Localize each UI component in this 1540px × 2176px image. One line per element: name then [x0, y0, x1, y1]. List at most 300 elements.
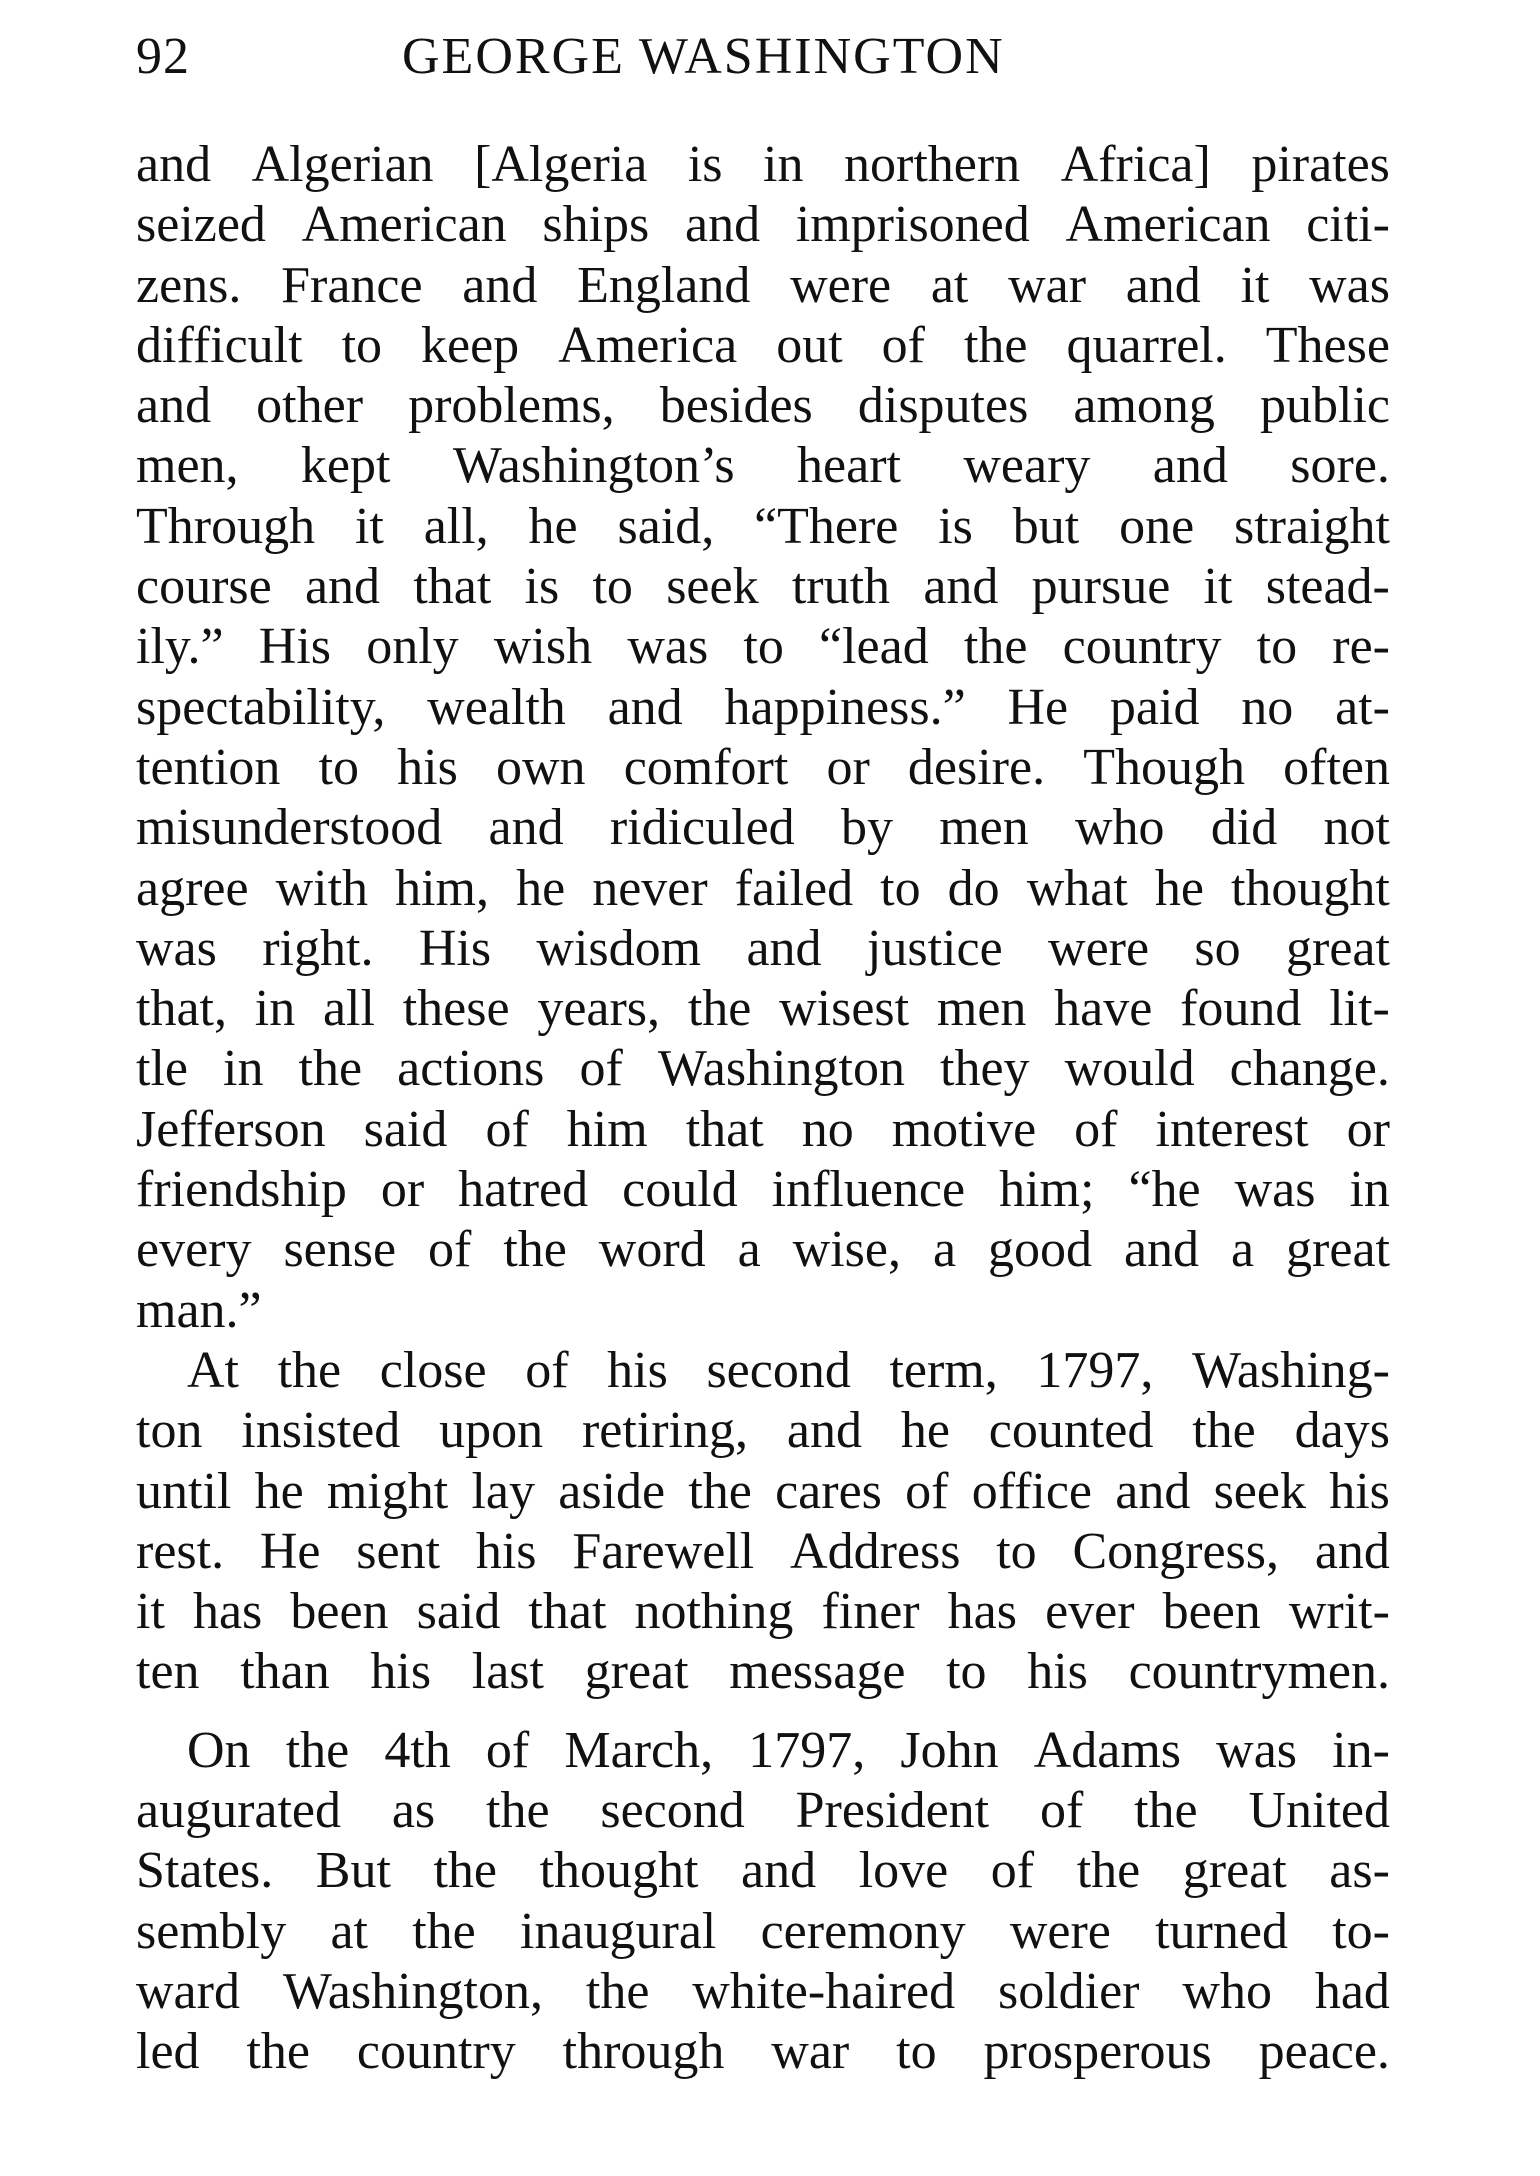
page-number: 92	[136, 28, 190, 85]
word: counted	[988, 1402, 1154, 1460]
word: Though	[1083, 738, 1245, 796]
word: might	[326, 1462, 449, 1520]
word: as	[391, 1782, 436, 1840]
text-line	[136, 738, 1390, 798]
word: and	[923, 558, 999, 616]
word: ships	[542, 196, 650, 254]
word: good	[988, 1221, 1092, 1279]
word: never	[592, 859, 708, 917]
word: influence	[771, 1161, 966, 1219]
word: Washington’s	[452, 437, 735, 495]
word: he	[900, 1402, 950, 1460]
running-title: GEORGE WASHINGTON	[402, 28, 1005, 85]
word: truth	[791, 558, 891, 616]
word: men,	[136, 437, 239, 495]
word: upon	[439, 1402, 544, 1460]
word: but	[1012, 497, 1080, 555]
word: great	[584, 1643, 689, 1701]
word: he	[1154, 859, 1204, 917]
word: Algerian	[251, 136, 434, 193]
word: quarrel.	[1066, 316, 1227, 374]
word: to	[996, 1522, 1037, 1580]
word: keep	[421, 316, 520, 374]
word: has	[192, 1583, 263, 1641]
word: it	[1203, 558, 1233, 616]
word: every	[136, 1221, 252, 1279]
word: been	[1162, 1583, 1261, 1641]
word: seek	[1213, 1462, 1306, 1520]
word: soldier	[997, 1962, 1140, 2020]
word: last	[471, 1643, 544, 1701]
word: prosperous	[983, 2023, 1212, 2081]
word: ceremony	[760, 1902, 966, 1960]
text-line	[136, 1341, 1390, 1401]
word: through	[562, 2023, 725, 2081]
word: who	[1182, 1962, 1272, 2020]
page-header	[136, 22, 1396, 92]
text-line	[136, 1039, 1390, 1099]
word: had	[1314, 1962, 1390, 2020]
text-line	[136, 617, 1390, 677]
word: tle	[136, 1040, 188, 1098]
text-line	[136, 1582, 1390, 1642]
word: all	[322, 980, 375, 1038]
word: great	[1286, 919, 1390, 977]
word: heart	[797, 437, 901, 495]
word: days	[1294, 1402, 1390, 1460]
text-line	[136, 1522, 1390, 1582]
word: “There	[754, 497, 899, 555]
word: is	[687, 136, 723, 193]
text-line	[136, 1401, 1390, 1461]
word: His	[418, 919, 492, 977]
word: that	[413, 558, 492, 616]
word: re-	[1332, 618, 1390, 676]
text-line	[136, 1902, 1390, 1962]
word: sense	[283, 1221, 397, 1279]
word: and	[462, 256, 538, 314]
text-line	[136, 1721, 1390, 1781]
word: out	[776, 316, 843, 374]
word: ten	[136, 1643, 200, 1701]
word: own	[495, 738, 586, 796]
text-line	[136, 798, 1390, 858]
word: stead-	[1265, 558, 1390, 616]
word: at	[330, 1902, 368, 1960]
word: in	[763, 136, 804, 193]
word: or	[380, 1161, 425, 1219]
text-line	[136, 1281, 1390, 1341]
word: northern	[844, 136, 1021, 193]
word: it	[354, 497, 384, 555]
word: Adams	[1033, 1721, 1182, 1779]
word: what	[1026, 859, 1128, 917]
text-line	[136, 1841, 1390, 1901]
word: to	[880, 859, 921, 917]
text-line	[136, 678, 1390, 738]
word: found	[1180, 980, 1302, 1038]
word: office	[971, 1462, 1092, 1520]
word: peace.	[1258, 2023, 1390, 2081]
word: motive	[891, 1100, 1037, 1158]
word: 4th	[384, 1721, 451, 1779]
text-line	[136, 256, 1390, 316]
word: love	[858, 1842, 949, 1900]
word: England	[577, 256, 751, 314]
word: he	[516, 859, 566, 917]
word: American	[301, 196, 507, 254]
word: weary	[963, 437, 1091, 495]
word: and	[1314, 1522, 1390, 1580]
word: the	[963, 316, 1028, 374]
word: to	[341, 316, 383, 374]
word: were	[790, 256, 892, 314]
text-line	[136, 1962, 1390, 2022]
word: insisted	[241, 1402, 401, 1460]
word: right.	[262, 919, 374, 977]
word: failed	[734, 859, 854, 917]
word: “he	[1128, 1161, 1201, 1219]
word: March,	[564, 1721, 714, 1779]
word: only	[366, 618, 459, 676]
text-line	[136, 1462, 1390, 1522]
word: was	[1234, 1161, 1316, 1219]
word: Washington	[657, 1040, 905, 1098]
text-line	[136, 2022, 1390, 2082]
word: Africa]	[1060, 136, 1211, 193]
word: He	[259, 1522, 321, 1580]
word: it	[136, 1583, 165, 1641]
word: happiness.”	[724, 678, 966, 736]
word: country	[356, 2023, 516, 2081]
text-line	[136, 376, 1390, 436]
word: no	[801, 1100, 854, 1158]
word: among	[1073, 377, 1215, 435]
word: to-	[1332, 1902, 1390, 1960]
word: or	[1346, 1100, 1390, 1158]
word: have	[1054, 980, 1153, 1038]
word: one	[1119, 497, 1195, 555]
word: President	[795, 1782, 990, 1840]
word: 1797,	[1036, 1341, 1154, 1399]
word: wealth	[427, 678, 566, 736]
word: thought	[539, 1842, 699, 1900]
word: they	[940, 1040, 1030, 1098]
word: lay	[471, 1462, 536, 1520]
word: kept	[300, 437, 391, 495]
word: desire.	[907, 738, 1046, 796]
word: his	[1329, 1462, 1390, 1520]
text-line	[136, 979, 1390, 1039]
word: a	[932, 1221, 957, 1279]
word: the	[585, 1962, 650, 2020]
word: not	[1323, 799, 1390, 857]
word: comfort	[623, 738, 789, 796]
word: to	[896, 2023, 937, 2081]
word: Washing-	[1191, 1341, 1390, 1399]
word: Washington,	[282, 1962, 543, 2020]
word: than	[240, 1643, 330, 1701]
word: On	[187, 1721, 251, 1779]
word: paid	[1109, 678, 1200, 736]
word: and	[1125, 256, 1201, 314]
word: to	[592, 558, 633, 616]
word: ever	[1045, 1583, 1135, 1641]
word: men	[936, 980, 1027, 1038]
word: imprisoned	[795, 196, 1030, 254]
word: cares	[775, 1462, 882, 1520]
word: United	[1248, 1782, 1390, 1840]
word: and	[136, 136, 212, 193]
word: at-	[1335, 678, 1390, 736]
word: his	[370, 1643, 432, 1701]
word: by	[840, 799, 893, 857]
word: nothing	[634, 1583, 794, 1641]
word: inaugural	[519, 1902, 717, 1960]
word: that	[685, 1100, 764, 1158]
paragraph	[136, 1721, 1390, 2083]
word: with	[275, 859, 369, 917]
text-line	[136, 135, 1390, 195]
word: was	[1309, 256, 1390, 314]
word: Address	[790, 1522, 961, 1580]
word: often	[1283, 738, 1390, 796]
word: aside	[558, 1462, 666, 1520]
word: his	[607, 1341, 668, 1399]
word: his	[475, 1522, 537, 1580]
word: seek	[666, 558, 759, 616]
word: rest.	[136, 1522, 225, 1580]
word: hatred	[458, 1161, 589, 1219]
word: to	[946, 1643, 987, 1701]
word: American	[1065, 196, 1271, 254]
text-line	[136, 1781, 1390, 1841]
word: the	[486, 1782, 550, 1840]
word: pirates	[1251, 136, 1390, 193]
text-line	[136, 316, 1390, 376]
word: misunderstood	[136, 799, 443, 857]
word: the	[503, 1221, 567, 1279]
word: that,	[136, 980, 227, 1038]
word: said,	[617, 497, 715, 555]
word: to	[1256, 618, 1298, 676]
word: the	[412, 1902, 476, 1960]
word: of	[525, 1341, 569, 1399]
word: retiring,	[581, 1402, 748, 1460]
word: agree	[136, 859, 249, 917]
word: of	[881, 316, 925, 374]
word: great	[1286, 1221, 1390, 1279]
word: of	[428, 1221, 472, 1279]
word: ridiculed	[609, 799, 795, 857]
word: the	[688, 1462, 752, 1520]
word: writ-	[1288, 1583, 1390, 1641]
text-line	[136, 1642, 1390, 1702]
word: sembly	[136, 1902, 287, 1960]
word: he	[528, 497, 578, 555]
word: the	[246, 2023, 310, 2081]
word: until	[136, 1462, 232, 1520]
word: of	[990, 1842, 1035, 1900]
word: and	[1115, 1462, 1191, 1520]
word: straight	[1234, 497, 1390, 555]
word: At	[187, 1341, 239, 1399]
text-line	[136, 859, 1390, 919]
word: in-	[1332, 1721, 1390, 1779]
word: could	[622, 1161, 738, 1219]
word: said	[363, 1100, 448, 1158]
word: him;	[999, 1161, 1095, 1219]
word: in	[1349, 1161, 1390, 1219]
word: Jefferson	[136, 1100, 326, 1158]
word: did	[1210, 799, 1278, 857]
word: term,	[889, 1341, 998, 1399]
word: turned	[1155, 1902, 1288, 1960]
word: ward	[136, 1962, 240, 2020]
word: sent	[356, 1522, 441, 1580]
word: second	[600, 1782, 745, 1840]
word: zens.	[136, 256, 242, 314]
word: said	[416, 1583, 501, 1641]
text-line	[136, 1220, 1390, 1280]
word: the	[963, 618, 1028, 676]
word: tention	[136, 738, 281, 796]
text-line	[136, 919, 1390, 979]
word: war	[1008, 256, 1087, 314]
word: justice	[866, 919, 1003, 977]
word: and	[136, 377, 212, 435]
text-line	[136, 557, 1390, 617]
word: the	[433, 1842, 498, 1900]
word: America	[558, 316, 738, 374]
word: has	[947, 1583, 1017, 1641]
word: the	[687, 980, 752, 1038]
word: countrymen.	[1128, 1643, 1390, 1701]
word: all,	[423, 497, 489, 555]
word: besides	[659, 377, 813, 435]
word: war	[771, 2023, 850, 2081]
word: and	[304, 558, 381, 616]
word: in	[254, 980, 296, 1038]
word: word	[598, 1221, 706, 1279]
word: a	[737, 1221, 761, 1279]
word: John	[900, 1721, 999, 1779]
word: who	[1075, 799, 1165, 857]
word: and	[786, 1402, 862, 1460]
word: him,	[395, 859, 490, 917]
word: actions	[397, 1040, 545, 1098]
word: that	[528, 1583, 607, 1641]
word: him	[566, 1100, 648, 1158]
word: at	[930, 256, 969, 314]
word: public	[1260, 377, 1390, 435]
word: Farewell	[572, 1522, 755, 1580]
word: “lead	[819, 618, 929, 676]
text-line	[136, 1160, 1390, 1220]
word: finer	[821, 1583, 920, 1641]
word: He	[1007, 678, 1069, 736]
word: change.	[1229, 1040, 1390, 1098]
word: These	[1265, 316, 1390, 374]
word: wish	[493, 618, 593, 676]
word: years,	[537, 980, 661, 1038]
word: spectability,	[136, 678, 386, 736]
word: friendship	[136, 1161, 347, 1219]
word: been	[290, 1583, 389, 1641]
word: sore.	[1290, 437, 1390, 495]
word: were	[1009, 1902, 1111, 1960]
word: of	[1039, 1782, 1084, 1840]
word: the	[1192, 1402, 1256, 1460]
text-line	[136, 1100, 1390, 1160]
word: in	[223, 1040, 264, 1098]
word: a	[1231, 1221, 1255, 1279]
word: was	[627, 618, 709, 676]
word: were	[1048, 919, 1150, 977]
word: as-	[1329, 1842, 1390, 1900]
word: wise,	[792, 1221, 901, 1279]
word: citi-	[1306, 196, 1390, 254]
word: was	[136, 919, 217, 977]
word: is	[524, 558, 560, 616]
word: But	[315, 1842, 391, 1900]
text-line	[136, 195, 1390, 255]
word: States.	[136, 1842, 274, 1900]
word: of	[485, 1721, 530, 1779]
text-line	[136, 436, 1390, 496]
word: the	[1076, 1842, 1141, 1900]
word: problems,	[408, 377, 615, 435]
word: of	[485, 1100, 529, 1158]
word: no	[1241, 678, 1294, 736]
word: to	[743, 618, 784, 676]
word: it	[1240, 256, 1270, 314]
word: great	[1182, 1842, 1287, 1900]
word: seized	[136, 196, 266, 254]
word: and	[741, 1842, 817, 1900]
word: augurated	[136, 1782, 342, 1840]
word: France	[281, 256, 423, 314]
word: the	[1134, 1782, 1198, 1840]
word: His	[258, 618, 332, 676]
word: lit-	[1329, 980, 1390, 1038]
word: thought	[1230, 859, 1390, 917]
word: interest	[1155, 1100, 1309, 1158]
word: these	[402, 980, 510, 1038]
word: would	[1064, 1040, 1195, 1098]
word: course	[136, 558, 272, 616]
word: second	[706, 1341, 851, 1399]
word: so	[1194, 919, 1241, 977]
word: and	[746, 919, 822, 977]
word: the	[298, 1040, 363, 1098]
word: he	[254, 1462, 304, 1520]
word: of	[1074, 1100, 1118, 1158]
word: country	[1062, 618, 1222, 676]
word: white-haired	[692, 1962, 956, 2020]
word: the	[285, 1721, 350, 1779]
paragraph	[136, 1341, 1390, 1703]
word: his	[1027, 1643, 1088, 1701]
word: wisest	[779, 980, 910, 1038]
word: ton	[136, 1402, 203, 1460]
word: pursue	[1031, 558, 1171, 616]
word: 1797,	[748, 1721, 866, 1779]
word: was	[1216, 1721, 1298, 1779]
word: [Algeria	[474, 136, 648, 193]
word: men	[939, 799, 1029, 857]
word: and	[1152, 437, 1228, 495]
